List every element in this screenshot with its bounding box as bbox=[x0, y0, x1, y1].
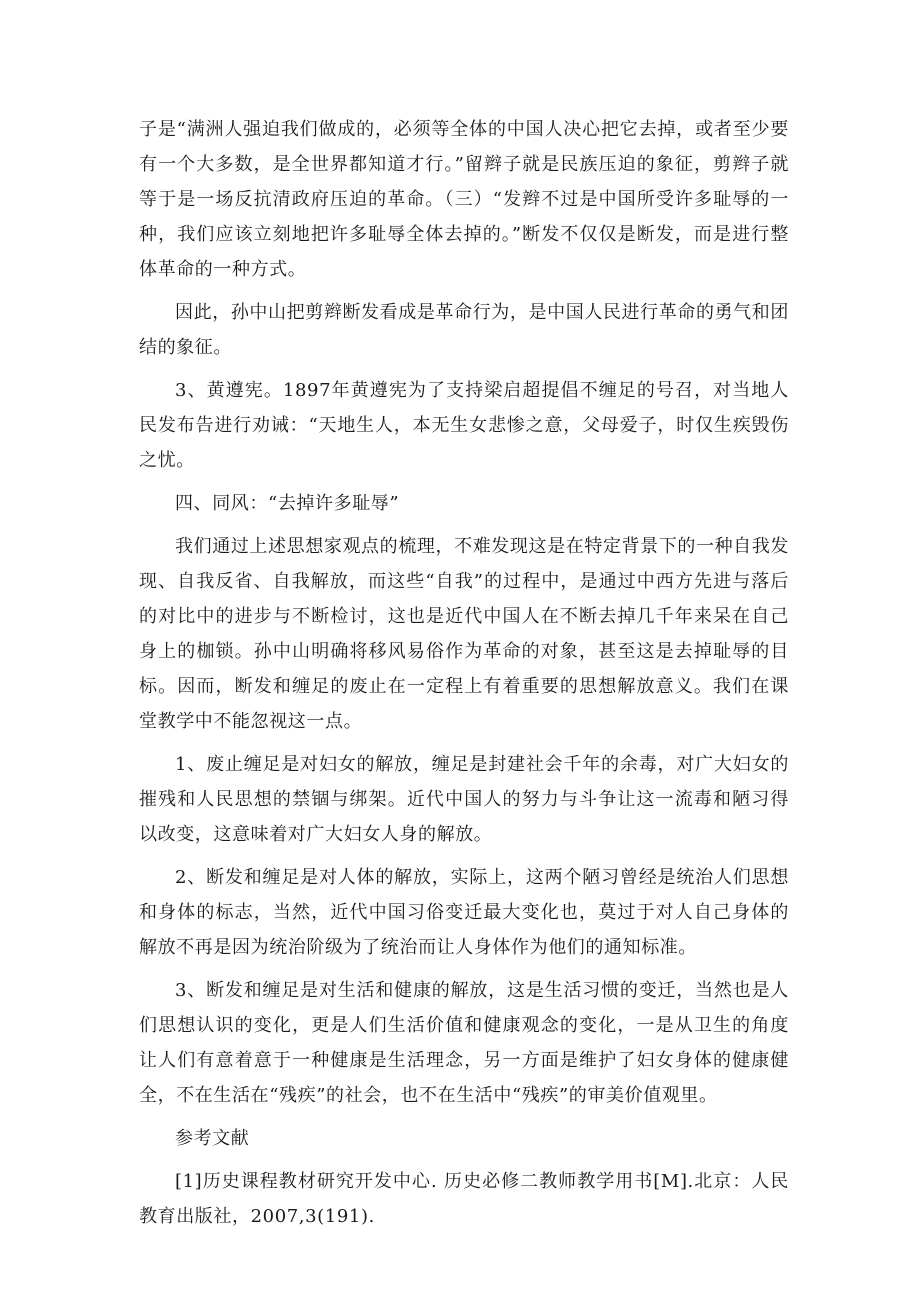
paragraph-continuation: 子是“满洲人强迫我们做成的，必须等全体的中国人决心把它去掉，或者至少要有一个大多数，是全世界都知道才行。”留辫子就是民族压迫的象征，剪辫子就等于是一场反抗清政府压迫的革命。（三）“发辫不过是中国所受许多耻辱的一种，我们应该立刻地把许多耻辱全体去掉的。”断发不仅仅是断发，而是进行整体革命的一种方式。 bbox=[139, 119, 789, 280]
references-heading: 参考文献 bbox=[175, 1128, 250, 1149]
section-heading: 四、同风：“去掉许多耻辱” bbox=[175, 493, 400, 514]
paragraph-huang-zunxian: 3、黄遵宪。1897年黄遵宪为了支持梁启超提倡不缠足的号召，对当地人民发布告进行劝诫：“天地生人，本无生女悲惨之意，父母爱子，时仅生疾毁伤之忧。 bbox=[139, 380, 789, 471]
reference-item: [1]历史课程教材研究开发中心. 历史必修二教师教学用书[M].北京：人民教育出版社，2007,3(191). bbox=[139, 1171, 789, 1227]
paragraph-point-2: 2、断发和缠足是对人体的解放，实际上，这两个陋习曾经是统治人们思想和身体的标志，当然，近代中国习俗变迁最大变化也，莫过于对人自己身体的解放不再是因为统治阶级为了统治而让人身体作为他们的通知标准。 bbox=[139, 867, 789, 958]
paragraph-point-1: 1、废止缠足是对妇女的解放，缠足是封建社会千年的余毒，对广大妇女的摧残和人民思想的禁锢与绑架。近代中国人的努力与斗争让这一流毒和陋习得以改变，这意味着对广大妇女人身的解放。 bbox=[139, 754, 789, 845]
paragraph-point-3: 3、断发和缠足是对生活和健康的解放，这是生活习惯的变迁，当然也是人们思想认识的变化，更是人们生活价值和健康观念的变化，一是从卫生的角度让人们有意着意于一种健康是生活理念，另一方面是维护了妇女身体的健康健全，不在生活在“残疾”的社会，也不在生活中“残疾”的审美价值观里。 bbox=[139, 980, 789, 1106]
paragraph-analysis: 我们通过上述思想家观点的梳理，不难发现这是在特定背景下的一种自我发现、自我反省、自我解放，而这些“自我”的过程中，是通过中西方先进与落后的对比中的进步与不断检讨，这也是近代中国人在不断去掉几千年来呆在自己身上的枷锁。孙中山明确将移风易俗作为革命的对象，甚至这是去掉耻辱的目标。因而，断发和缠足的废止在一定程上有着重要的思想解放意义。我们在课堂教学中不能忽视这一点。 bbox=[139, 536, 789, 732]
document-page bbox=[139, 112, 789, 1242]
paragraph-conclusion: 因此，孙中山把剪辫断发看成是革命行为，是中国人民进行革命的勇气和团结的象征。 bbox=[139, 302, 789, 358]
